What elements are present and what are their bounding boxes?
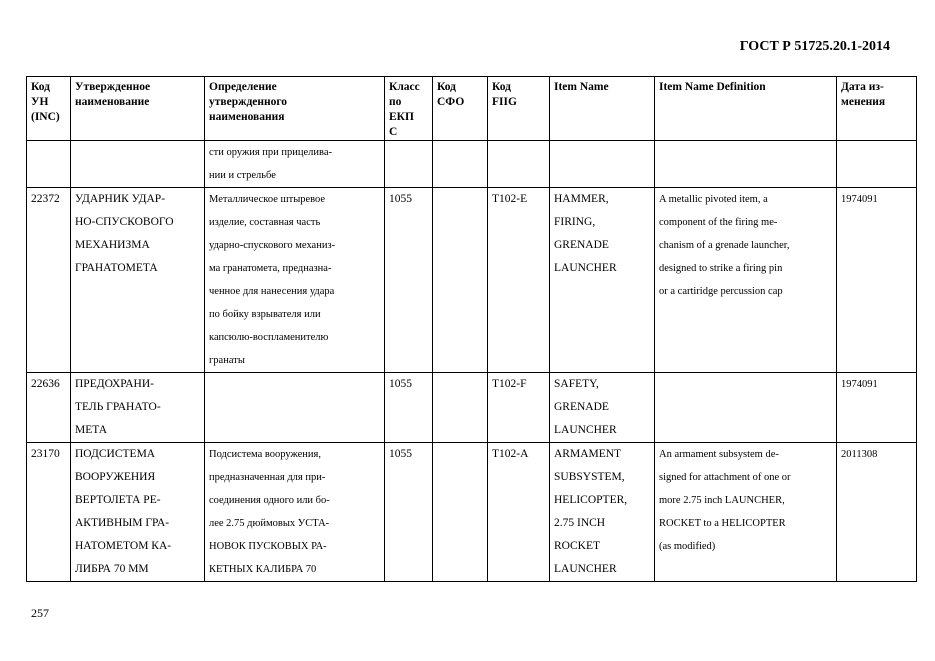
cell-text-line: SUBSYSTEM, [554, 471, 625, 483]
cell-text-line: лее 2.75 дюймовых УСТА- [209, 518, 330, 529]
cell-text-line: ГРАНАТОМЕТА [75, 262, 158, 274]
cell-text-line: GRENADE [554, 401, 609, 413]
cell-date [837, 188, 917, 373]
cell-text: T102-E [492, 193, 528, 205]
cell-text-line: капсюлю-воспламенителю [209, 332, 329, 343]
header-text: (INC) [31, 111, 60, 123]
cell-inc [27, 373, 71, 443]
cell-item-definition [655, 141, 837, 188]
cell-text-line: An armament subsystem de- [659, 449, 779, 460]
cell-text-line: 2.75 INCH [554, 517, 606, 529]
cell-text-line: НОВОК ПУСКОВЫХ РА- [209, 541, 327, 552]
cell-text: 22636 [31, 378, 60, 390]
header-text: ЕКП [389, 111, 414, 123]
header-text: наименование [75, 96, 150, 108]
cell-text-line: A metallic pivoted item, a [659, 194, 768, 205]
cell-text-line: соединения одного или бо- [209, 495, 330, 506]
cell-text: 2011308 [841, 449, 878, 460]
header-text: Код [492, 81, 512, 93]
header-col-definition [205, 77, 385, 141]
header-text: Item Name Definition [659, 81, 766, 93]
cell-text-line: ЛИБРА 70 ММ [75, 563, 149, 575]
cell-name [71, 188, 205, 373]
cell-sfo [433, 188, 488, 373]
cell-text-line: МЕТА [75, 424, 108, 436]
cell-inc [27, 443, 71, 582]
cell-text-line: more 2.75 inch LAUNCHER, [659, 495, 785, 506]
header-text: С [389, 126, 398, 138]
table-body [27, 141, 917, 582]
cell-text-line: НАТОМЕТОМ КА- [75, 540, 172, 552]
cell-inc [27, 188, 71, 373]
cell-text: 1055 [389, 378, 412, 390]
cell-text-line: (as modified) [659, 541, 716, 552]
cell-text-line: изделие, составная часть [209, 217, 321, 228]
cell-text-line: ARMAMENT [554, 448, 622, 460]
cell-text-line: НО-СПУСКОВОГО [75, 216, 174, 228]
cell-name [71, 373, 205, 443]
cell-text-line: HAMMER, [554, 193, 609, 205]
cell-text-line: signed for attachment of one or [659, 472, 791, 483]
cell-text-line: КЕТНЫХ КАЛИБРА 70 [209, 564, 317, 575]
cell-text: T102-A [492, 448, 529, 460]
cell-fiig [488, 373, 550, 443]
cell-text-line: ВЕРТОЛЕТА РЕ- [75, 494, 161, 506]
cell-class [385, 373, 433, 443]
cell-text-line: ROCKET to a HELICOPTER [659, 518, 786, 529]
header-text: Класс [389, 81, 420, 93]
cell-text-line: LAUNCHER [554, 262, 617, 274]
cell-sfo [433, 373, 488, 443]
table-row [27, 141, 917, 188]
cell-item-name [550, 141, 655, 188]
cell-text-line: or a cartiridge percussion cap [659, 286, 783, 297]
cell-text-line: ROCKET [554, 540, 600, 552]
header-text: Дата из- [841, 81, 884, 93]
cell-text-line: Металлическое штыревое [209, 194, 326, 205]
cell-text: 1974091 [841, 194, 878, 205]
cell-text-line: нии и стрельбе [209, 170, 276, 181]
cell-text-line: HELICOPTER, [554, 494, 628, 506]
cell-item-definition [655, 373, 837, 443]
cell-fiig [488, 443, 550, 582]
cell-item-name [550, 188, 655, 373]
header-text: менения [841, 96, 886, 108]
cell-text: 1974091 [841, 379, 878, 390]
cell-item-name [550, 443, 655, 582]
header-text: СФО [437, 96, 465, 108]
cell-item-definition [655, 188, 837, 373]
header-text: Код [437, 81, 457, 93]
cell-item-definition [655, 443, 837, 582]
cell-sfo [433, 141, 488, 188]
header-col-date [837, 77, 917, 141]
header-text: по [389, 96, 402, 108]
cell-fiig [488, 141, 550, 188]
header-col-item-name [550, 77, 655, 141]
cell-text-line: designed to strike a firing pin [659, 263, 783, 274]
table-row [27, 188, 917, 373]
cell-text-line: LAUNCHER [554, 563, 617, 575]
cell-text-line: FIRING, [554, 216, 596, 228]
header-text: FIIG [492, 96, 517, 108]
cell-text-line: АКТИВНЫМ ГРА- [75, 517, 170, 529]
cell-class [385, 443, 433, 582]
table-header-row [27, 77, 917, 141]
cell-definition [205, 188, 385, 373]
header-text: Утвержденное [75, 81, 151, 93]
cell-text-line: предназначенная для при- [209, 472, 326, 483]
cell-name [71, 141, 205, 188]
cell-inc [27, 141, 71, 188]
table-row [27, 443, 917, 582]
header-text: Item Name [554, 81, 609, 93]
page-number: 257 [31, 606, 49, 620]
classification-table [26, 76, 917, 582]
cell-text-line: сти оружия при прицелива- [209, 147, 333, 158]
cell-text-line: ПОДСИСТЕМА [75, 448, 156, 460]
cell-class [385, 141, 433, 188]
cell-item-name [550, 373, 655, 443]
cell-text-line: УДАРНИК УДАР- [75, 193, 166, 205]
header-col-inc [27, 77, 71, 141]
header-text: Код [31, 81, 51, 93]
header-text: Определение [209, 81, 277, 93]
cell-definition [205, 373, 385, 443]
header-col-name [71, 77, 205, 141]
cell-name [71, 443, 205, 582]
cell-text-line: ПРЕДОХРАНИ- [75, 378, 154, 390]
header-col-fiig [488, 77, 550, 141]
cell-text-line: ТЕЛЬ ГРАНАТО- [75, 401, 161, 413]
cell-text-line: МЕХАНИЗМА [75, 239, 150, 251]
cell-date [837, 373, 917, 443]
cell-text-line: ударно-спускового механиз- [209, 240, 336, 251]
cell-text: T102-F [492, 378, 527, 390]
header-text: наименования [209, 111, 285, 123]
cell-text-line: ма гранатомета, предназна- [209, 263, 332, 274]
cell-text-line: ченное для нанесения удара [209, 286, 335, 297]
table-row [27, 373, 917, 443]
cell-text: 1055 [389, 193, 412, 205]
cell-text: 1055 [389, 448, 412, 460]
cell-fiig [488, 188, 550, 373]
cell-date [837, 443, 917, 582]
cell-text-line: SAFETY, [554, 378, 599, 390]
cell-text-line: component of the firing me- [659, 217, 778, 228]
cell-definition [205, 141, 385, 188]
cell-text-line: ВООРУЖЕНИЯ [75, 471, 156, 483]
cell-text-line: гранаты [209, 355, 245, 366]
cell-text-line: по бойку взрывателя или [209, 309, 321, 320]
cell-text-line: GRENADE [554, 239, 609, 251]
cell-definition [205, 443, 385, 582]
cell-text-line: LAUNCHER [554, 424, 617, 436]
header-col-class [385, 77, 433, 141]
cell-text-line: chanism of a grenade launcher, [659, 240, 790, 251]
header-col-item-definition [655, 77, 837, 141]
cell-text: 22372 [31, 193, 60, 205]
cell-text-line: Подсистема вооружения, [209, 449, 321, 460]
document-title: ГОСТ Р 51725.20.1-2014 [739, 39, 890, 54]
header-col-sfo [433, 77, 488, 141]
cell-class [385, 188, 433, 373]
header-text: утвержденного [209, 96, 288, 108]
header-text: УН [31, 96, 49, 108]
cell-text: 23170 [31, 448, 60, 460]
cell-date [837, 141, 917, 188]
cell-sfo [433, 443, 488, 582]
